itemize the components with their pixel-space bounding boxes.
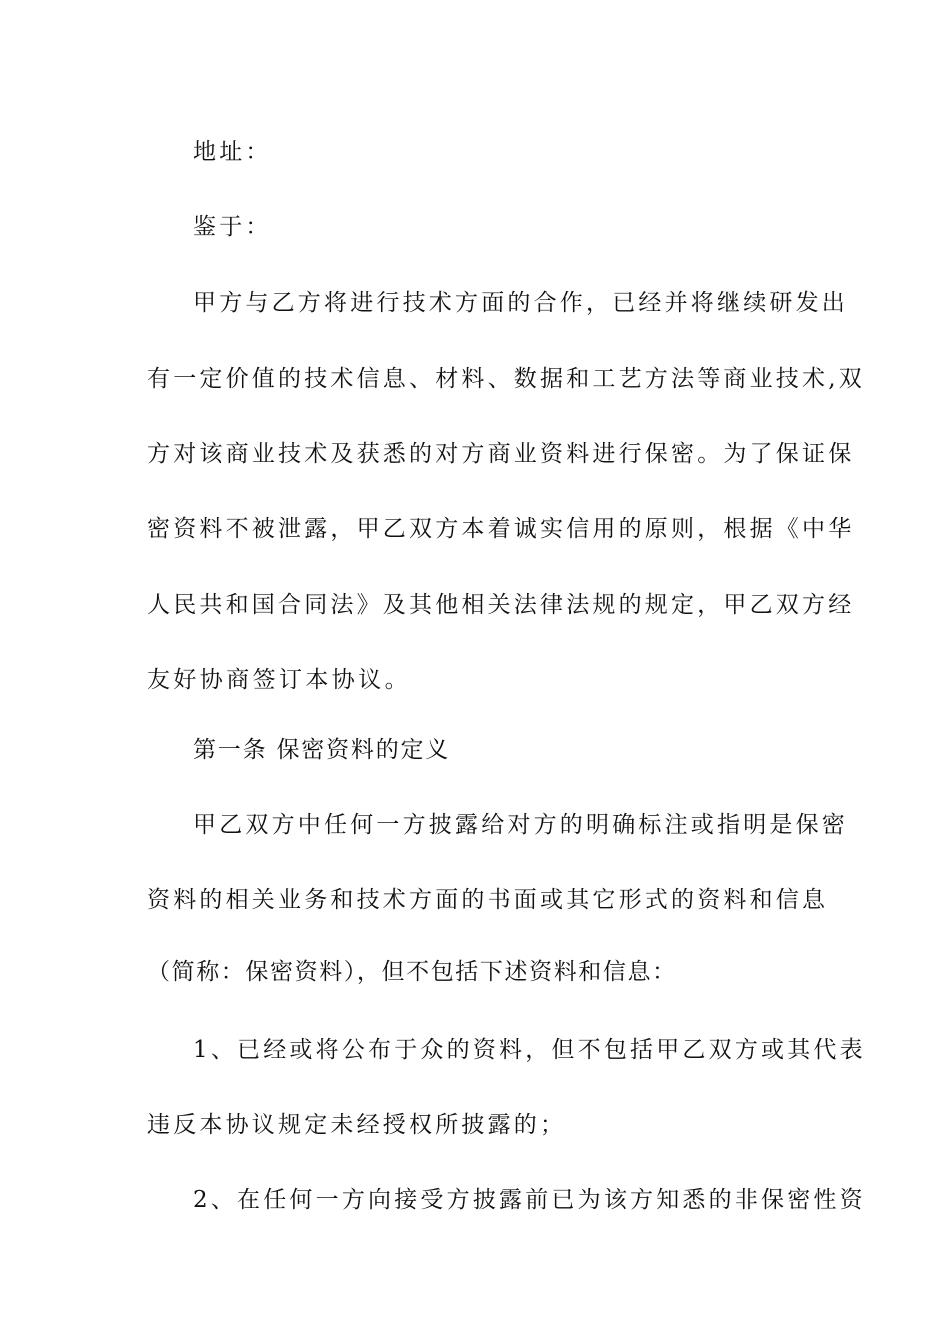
- preamble-line: 人民共和国合同法》及其他相关法律法规的规定，甲乙双方经: [147, 592, 855, 618]
- article-body-line: （简称：保密资料），但不包括下述资料和信息：: [147, 959, 677, 985]
- preamble-line: 甲方与乙方将进行技术方面的合作，已经并将继续研发出: [193, 290, 848, 316]
- preamble-line: 密资料不被泄露，甲乙双方本着诚实信用的原则，根据《中华: [147, 516, 855, 542]
- whereas-label: 鉴于：: [193, 214, 272, 240]
- article-body-line: 资料的相关业务和技术方面的书面或其它形式的资料和信息: [147, 887, 829, 913]
- preamble-line: 有一定价值的技术信息、材料、数据和工艺方法等商业技术,双: [147, 366, 865, 392]
- article-body-line: 甲乙双方中任何一方披露给对方的明确标注或指明是保密: [193, 812, 848, 838]
- list-item-line: 2、在任何一方向接受方披露前已为该方知悉的非保密性资: [193, 1187, 866, 1213]
- preamble-line: 方对该商业技术及获悉的对方商业资料进行保密。为了保证保: [147, 441, 855, 467]
- preamble-line: 友好协商签订本协议。: [147, 667, 411, 693]
- list-item-line: 1、已经或将公布于众的资料，但不包括甲乙双方或其代表: [193, 1037, 866, 1063]
- list-item-line: 违反本协议规定未经授权所披露的；: [147, 1112, 567, 1138]
- article-heading: 第一条 保密资料的定义: [193, 737, 451, 763]
- address-label: 地址：: [193, 139, 272, 165]
